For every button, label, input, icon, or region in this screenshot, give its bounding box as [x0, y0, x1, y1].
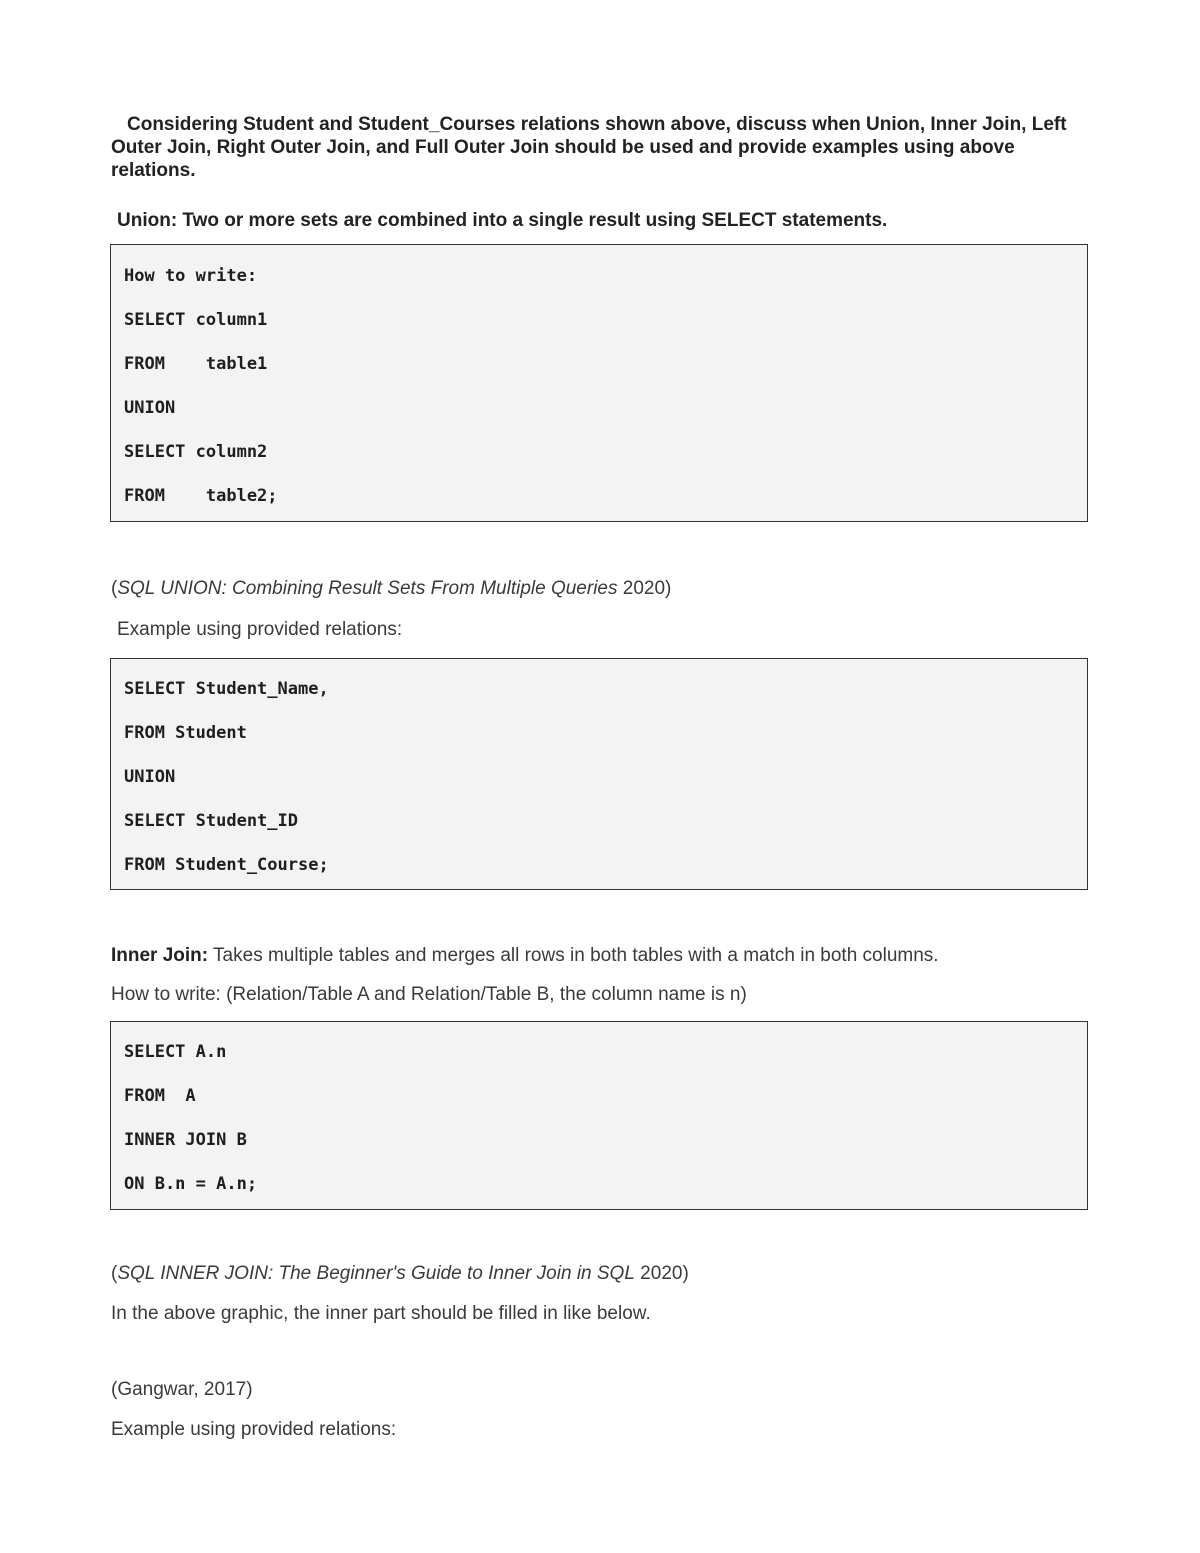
union-heading: Union: Two or more sets are combined into a single result using SELECT statements. — [117, 210, 888, 231]
union-citation: (SQL UNION: Combining Result Sets From Multiple Queries 2020) — [111, 578, 672, 599]
intro-question — [111, 113, 1091, 182]
code-line: FROM Student — [124, 723, 247, 743]
inner-join-how-to: How to write: (Relation/Table A and Relation/Table B, the column name is n) — [111, 984, 747, 1005]
union-example-label: Example using provided relations: — [117, 619, 403, 640]
union-citation-title: SQL UNION: Combining Result Sets From Multiple Queries — [117, 578, 618, 599]
code-line: SELECT column1 — [124, 310, 268, 330]
code-line: SELECT A.n — [124, 1042, 227, 1062]
code-line: ON B.n = A.n; — [124, 1174, 258, 1194]
union-example-codebox — [110, 658, 1088, 890]
code-line: SELECT Student_Name, — [124, 679, 329, 699]
code-line: UNION — [124, 398, 176, 418]
union-syntax-codebox — [110, 244, 1088, 522]
inner-join-citation-title: SQL INNER JOIN: The Beginner's Guide to Inner Join in SQL — [117, 1263, 635, 1284]
inner-join-definition: Inner Join: Takes multiple tables and merges all rows in both tables with a match in both columns. — [111, 945, 939, 966]
code-line: FROM Student_Course; — [124, 855, 329, 875]
code-line: FROM table2; — [124, 486, 278, 506]
inner-join-label: Inner Join: — [111, 945, 209, 966]
inner-join-syntax-codebox — [110, 1021, 1088, 1210]
code-line: INNER JOIN B — [124, 1130, 247, 1150]
code-line: SELECT Student_ID — [124, 811, 298, 831]
graphic-note: In the above graphic, the inner part should be filled in like below. — [111, 1303, 651, 1324]
code-line: UNION — [124, 767, 176, 787]
gangwar-citation: (Gangwar, 2017) — [111, 1379, 253, 1400]
inner-join-example-label: Example using provided relations: — [111, 1419, 397, 1440]
code-line: How to write: — [124, 266, 258, 286]
intro-text: Considering Student and Student_Courses relations shown above, discuss when Union, Inner Join, Left Outer Join, Right Outer Join, and Full Outer Join should be used and provide examples using above relations. — [111, 114, 1067, 181]
code-line: FROM table1 — [124, 354, 268, 374]
code-line: FROM A — [124, 1086, 196, 1106]
inner-join-citation: (SQL INNER JOIN: The Beginner's Guide to Inner Join in SQL 2020) — [111, 1263, 689, 1284]
code-line: SELECT column2 — [124, 442, 268, 462]
